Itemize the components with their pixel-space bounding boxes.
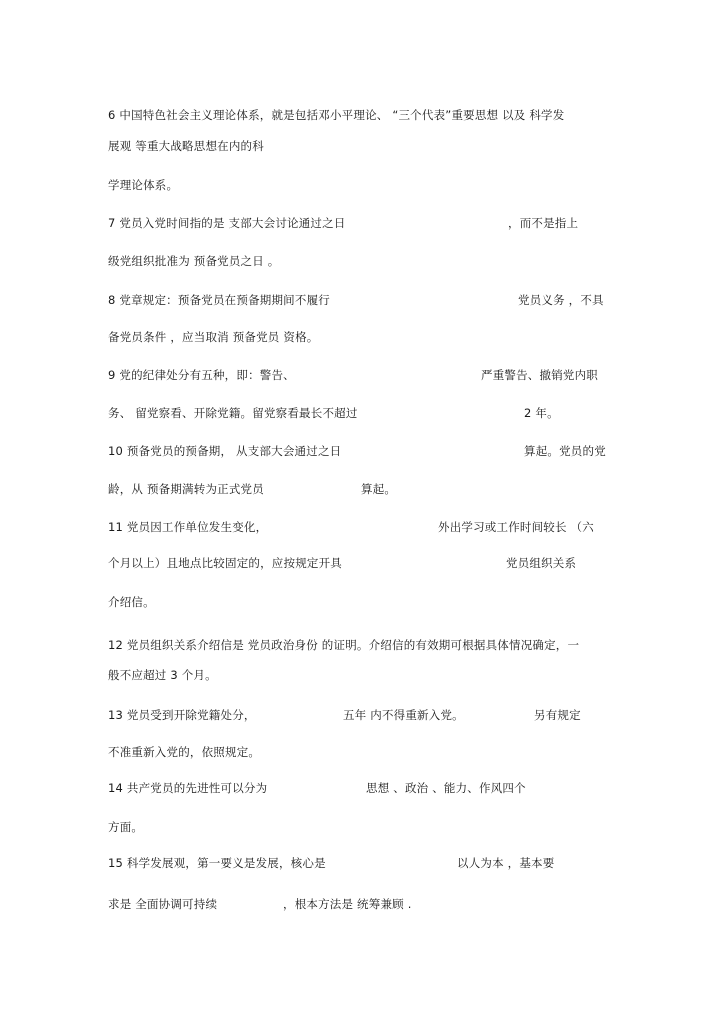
q7-line-1a: 7 党员入党时间指的是 支部大会讨论通过之日 xyxy=(108,216,346,230)
q13-line-2: 不准重新入党的，依照规定。 xyxy=(108,745,261,759)
q12-line-1: 12 党员组织关系介绍信是 党员政治身份 的证明。介绍信的有效期可根据具体情况确定，一 xyxy=(108,638,580,652)
q13-line-1a: 13 党员受到开除党籍处分， xyxy=(108,708,256,722)
q13-line-1b: 五年 内不得重新入党。 xyxy=(343,708,464,722)
q11-line-1b: 外出学习或工作时间较长 （六 xyxy=(438,520,594,534)
q7-line-2: 级党组织批准为 预备党员之日 。 xyxy=(108,254,280,268)
q11-line-2b: 党员组织关系 xyxy=(506,556,577,570)
q10-line-1a: 10 预备党员的预备期， 从支部大会通过之日 xyxy=(108,444,342,458)
q15-line-1a: 15 科学发展观，第一要义是发展，核心是 xyxy=(108,856,326,870)
q8-line-2: 备党员条件 ，应当取消 预备党员 资格。 xyxy=(108,330,319,344)
q9-line-1a: 9 党的纪律处分有五种，即：警告、 xyxy=(108,368,295,382)
q7-line-1b: ，而不是指上 xyxy=(508,216,579,230)
q8-line-1b: 党员义务 ，不具 xyxy=(518,293,604,307)
q14-line-2: 方面。 xyxy=(108,820,144,834)
q9-line-2a: 务、 留党察看、开除党籍。留党察看最长不超过 xyxy=(108,406,358,420)
q6-line-2: 展观 等重大战略思想在内的科 xyxy=(108,139,264,153)
q11-line-2a: 个月以上）且地点比较固定的，应按规定开具 xyxy=(108,556,342,570)
q9-line-1b: 严重警告、撤销党内职 xyxy=(481,368,598,382)
q10-line-1b: 算起。党员的党 xyxy=(524,444,606,458)
q14-line-1a: 14 共产党员的先进性可以分为 xyxy=(108,781,268,795)
q10-line-2b: 算起。 xyxy=(361,482,397,496)
q14-line-1b: 思想 、政治 、能力、作风四个 xyxy=(366,781,526,795)
q8-line-1a: 8 党章规定：预备党员在预备期期间不履行 xyxy=(108,293,330,307)
q11-line-3: 介绍信。 xyxy=(108,595,155,609)
q15-line-2b: ，根本方法是 统筹兼顾 . xyxy=(283,897,412,911)
q11-line-1a: 11 党员因工作单位发生变化， xyxy=(108,520,268,534)
q9-line-2b: 2 年。 xyxy=(524,406,559,420)
q12-line-2: 般不应超过 3 个月。 xyxy=(108,668,217,682)
q15-line-1b: 以人为本 ，基本要 xyxy=(457,856,555,870)
q15-line-2a: 求是 全面协调可持续 xyxy=(108,897,218,911)
q6-line-3: 学理论体系。 xyxy=(108,178,179,192)
q6-line-1: 6 中国特色社会主义理论体系，就是包括邓小平理论、 “三个代表”重要思想 以及 科学发 xyxy=(108,108,565,122)
q13-line-1c: 另有规定 xyxy=(534,708,581,722)
q10-line-2a: 龄，从 预备期满转为正式党员 xyxy=(108,482,264,496)
